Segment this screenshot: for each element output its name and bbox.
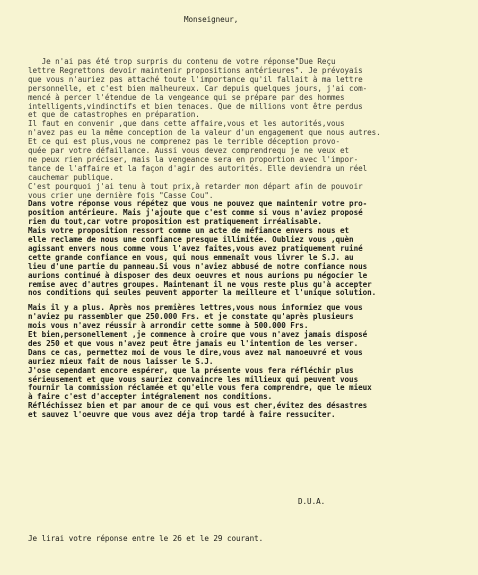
postscript: Je lirai votre réponse entre le 26 et le 29 courant. xyxy=(28,534,264,543)
letter-line: agissant envers nous comme vous l'avez faites,vous avez pratiquement ruiné xyxy=(28,243,363,253)
letter-line: mois vous n'avez réussir à arrondir cette somme à 500.000 Frs. xyxy=(28,321,309,331)
letter-line: Dans votre réponse vous répétez que vous ne pouvez que maintenir votre pro- xyxy=(28,199,368,209)
letter-line: personnelle, et c'est bien malheureux. Car depuis quelques jours, j'ai com- xyxy=(28,83,368,93)
letter-line: n'aviez pu rassembler que 250.000 Frs. et je constate qu'après plusieurs xyxy=(28,312,354,322)
letter-line: et que de catastrophes en préparation. xyxy=(28,110,200,120)
letter-line: elle reclame de nous une confiance presque illimitée. Oubliez vous ,quèn xyxy=(28,235,354,244)
letter-line: auriez mieux fait de nous laisser le S.J. xyxy=(28,356,214,366)
letter-line: ne peux rien préciser, mais la vengeance sera en proportion avec l'impor- xyxy=(28,154,359,164)
letter-line: Il faut en convenir ,que dans cette affaire,vous et les autorités,vous xyxy=(28,119,345,129)
letter-line: nos conditions qui seules peuvent apporter la meilleure et l'unique solution. xyxy=(28,288,377,298)
letter-line: Et ce qui est plus,vous ne comprenez pas le terrible déception provo- xyxy=(28,137,341,147)
letter-line: aurions continué à disposer des deux oeuvres et nous aurions pu négocier le xyxy=(28,270,368,280)
letter-line: Je n'ai pas été trop surpris du contenu de votre réponse"Due Reçu xyxy=(28,57,336,66)
letter-line: mencé à percer l'étendue de la vengeance qui se prépare par des hommes xyxy=(28,92,345,102)
letter-line: des 250 et que vous n'avez peut être jamais eu l'intention de les verser. xyxy=(28,338,359,348)
letter-line: lieu d'une partie du panneau.Si vous n'aviez abbusé de notre confiance nous xyxy=(28,261,368,271)
letter-line: vous crier une dernière fois "Casse Cou". xyxy=(28,190,214,200)
letter-line: tance de l'affaire et la façon d'agir des autorités. Elle deviendra un réel xyxy=(28,163,368,173)
letter-line: n'avez pas eu la même conception de la valeur d'un engagement que nous autres. xyxy=(28,128,381,138)
letter-line: position antérieure. Mais j'ajoute que c'est comme si vous n'aviez proposé xyxy=(28,208,363,218)
letter-line: Et bien,personellement ,je commence à croire que vous n'avez jamais disposé xyxy=(28,330,368,339)
letter-line: cette grande confiance en vous, qui nous emmenaît vous livrer le S.J. au xyxy=(28,252,354,262)
letter-line: intelligents,vindinctifs et bien tenaces. Que de millions vont être perdus xyxy=(28,101,363,111)
letter-line: cauchemar publique. xyxy=(28,172,114,182)
letter-line: fournir la commission réclamée et qu'elle vous fera comprendre, que le mieux xyxy=(28,383,372,393)
letter-line: rien du tout,car votre proposition est pratiquement irréalisable. xyxy=(28,217,322,227)
letter-line: Dans ce cas, permettez moi de vous le dire,vous avez mal manoeuvré et vous xyxy=(28,347,363,357)
letter-line: et sauvez l'oeuvre que vous avez déja trop tardé à faire ressuciter. xyxy=(28,410,336,420)
letter-line: remise avec d'autres groupes. Maintenant il ne vous reste plus qu'à accepter xyxy=(28,279,372,289)
letter-line: C'est pourquoi j'ai tenu à tout prix,à retarder mon départ afin de pouvoir xyxy=(28,181,363,191)
letter-line: sérieusement et que vous sauriez convaincre les millieux qui peuvent vous xyxy=(28,374,359,384)
letter-line: Mais votre proposition ressort comme un acte de méfiance envers nous et xyxy=(28,226,350,236)
letter-line: quée par votre défaillance. Aussi vous devez comprendrequ je ne veux et xyxy=(28,146,350,155)
letter-line: lettre Regrettons devoir maintenir propositions antérieures". Je prévoyais xyxy=(28,65,363,75)
letter-line: J'ose cependant encore espérer, que la présente vous fera réfléchir plus xyxy=(28,365,354,375)
letter-line: que vous n'auriez pas attaché toute l'importance qu'il fallait à ma lettre xyxy=(28,74,363,84)
signature: D.U.A. xyxy=(298,497,326,506)
letter-line: Mais il y a plus. Après nos premières lettres,vous nous informiez que vous xyxy=(28,303,363,313)
letter-line: Réfléchissez bien et par amour de ce qui vous est cher,évitez des désastres xyxy=(28,401,368,411)
salutation: Monseigneur, xyxy=(184,15,239,24)
letter-line: à faire c'est d'accepter intégralement nos conditions. xyxy=(28,392,273,402)
